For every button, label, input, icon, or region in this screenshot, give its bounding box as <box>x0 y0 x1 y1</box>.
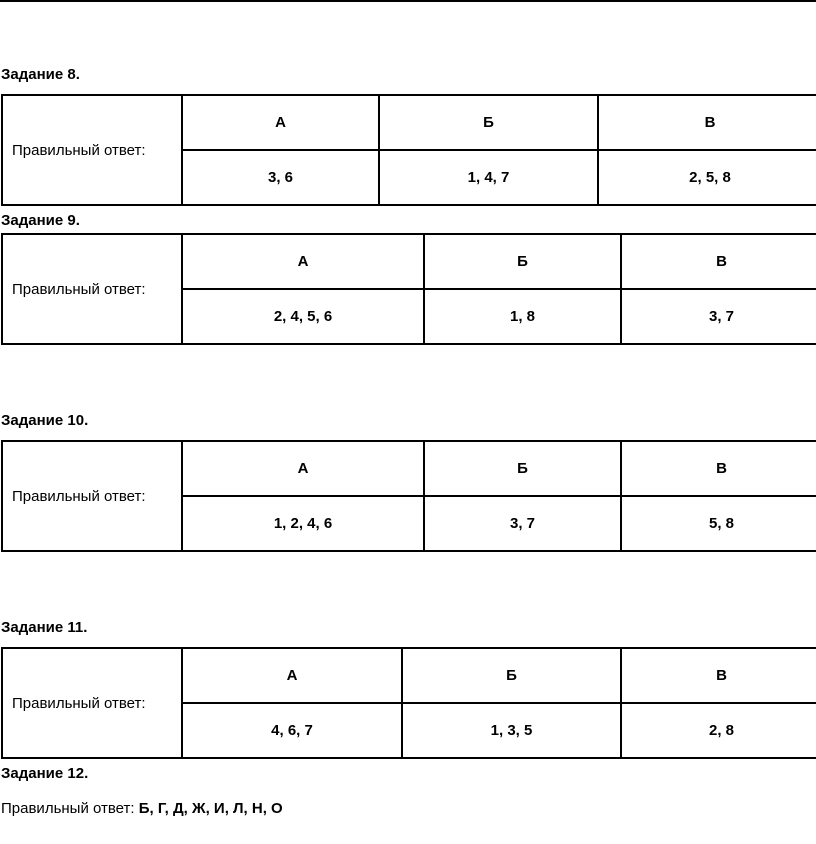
task-10-table <box>1 440 816 552</box>
column-header-b: Б <box>424 234 621 289</box>
task-12-answer: Б, Г, Д, Ж, И, Л, Н, О <box>138 800 283 817</box>
answer-label: Правильный ответ: <box>2 648 182 758</box>
answer-cell-v: 2, 5, 8 <box>598 150 816 205</box>
task-12-answer-line <box>1 800 283 818</box>
answer-cell-v: 5, 8 <box>621 496 816 551</box>
answer-cell-a: 2, 4, 5, 6 <box>182 289 424 344</box>
answer-cell-a: 4, 6, 7 <box>182 703 402 758</box>
column-header-a: А <box>182 95 379 150</box>
column-header-a: А <box>182 441 424 496</box>
answer-label: Правильный ответ: <box>2 441 182 551</box>
task-9-title: Задание 9. <box>1 212 80 229</box>
column-header-b: Б <box>424 441 621 496</box>
answer-cell-b: 1, 8 <box>424 289 621 344</box>
answer-cell-a: 3, 6 <box>182 150 379 205</box>
column-header-v: В <box>621 441 816 496</box>
column-header-a: А <box>182 234 424 289</box>
column-header-v: В <box>598 95 816 150</box>
column-header-b: Б <box>379 95 598 150</box>
answer-cell-b: 1, 3, 5 <box>402 703 621 758</box>
column-header-a: А <box>182 648 402 703</box>
answer-cell-v: 3, 7 <box>621 289 816 344</box>
answer-cell-a: 1, 2, 4, 6 <box>182 496 424 551</box>
task-12-title: Задание 12. <box>1 765 89 782</box>
column-header-v: В <box>621 648 816 703</box>
answer-cell-v: 2, 8 <box>621 703 816 758</box>
answer-label: Правильный ответ: <box>2 95 182 205</box>
task-9-table <box>1 233 816 345</box>
task-8-table <box>1 94 816 206</box>
column-header-b: Б <box>402 648 621 703</box>
answer-label: Правильный ответ: <box>2 234 182 344</box>
answer-label: Правильный ответ: <box>1 800 135 817</box>
column-header-v: В <box>621 234 816 289</box>
task-11-title: Задание 11. <box>1 619 88 636</box>
top-rule <box>0 0 816 2</box>
task-8-title: Задание 8. <box>1 66 80 83</box>
task-10-title: Задание 10. <box>1 412 89 429</box>
answer-cell-b: 1, 4, 7 <box>379 150 598 205</box>
task-11-table <box>1 647 816 759</box>
answer-cell-b: 3, 7 <box>424 496 621 551</box>
